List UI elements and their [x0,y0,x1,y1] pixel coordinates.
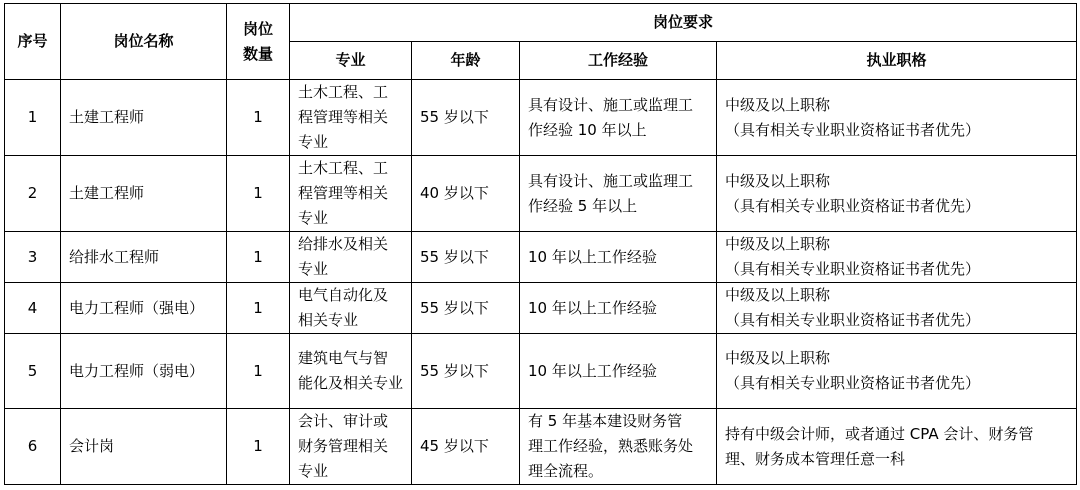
cell-count: 1 [227,334,290,409]
header-count-line: 岗位 [242,19,273,38]
cell-major [290,334,412,409]
text-line: 电气自动化及 [298,286,389,304]
cell-count: 1 [227,232,290,283]
text-line: 中级及以上职称 [725,235,831,253]
cell-count: 1 [227,156,290,232]
text-line: （具有相关专业职业资格证书者优先） [725,374,981,392]
cell-count: 1 [227,283,290,334]
text-line: 10 年以上工作经验 [528,298,657,317]
text-line: 程管理等相关 [298,184,389,202]
text-line: 给排水及相关 [298,235,389,253]
text-line: 持有中级会计师，或者通过 CPA 会计、财务管 [725,424,1034,443]
cell-index: 1 [5,80,61,156]
cell-age: 55 岁以下 [412,80,520,156]
text-line: 理工作经验，熟悉账务处 [528,437,694,455]
text-line: 中级及以上职称 [725,286,831,304]
text-line: 专业 [298,260,329,278]
cell-position-name: 土建工程师 [61,156,227,232]
header-requirements: 岗位要求 [290,4,1077,42]
cell-experience [520,409,717,485]
header-qualification: 执业职格 [717,42,1077,80]
text-line: 财务管理相关 [298,437,389,455]
text-line: 中级及以上职称 [725,349,831,367]
cell-major [290,283,412,334]
cell-experience [520,283,717,334]
cell-experience [520,156,717,232]
cell-age: 55 岁以下 [412,283,520,334]
text-line: 有 5 年基本建设财务管 [528,412,683,430]
cell-count: 1 [227,80,290,156]
table-row [5,232,1077,283]
cell-age: 40 岁以下 [412,156,520,232]
cell-position-name: 给排水工程师 [61,232,227,283]
header-age: 年龄 [412,42,520,80]
cell-major [290,232,412,283]
cell-age: 45 岁以下 [412,409,520,485]
text-line: 相关专业 [298,311,359,329]
text-line: （具有相关专业职业资格证书者优先） [725,120,981,139]
text-line: 具有设计、施工或监理工 [528,95,694,114]
text-line: 理、财务成本管理任意一科 [725,449,906,468]
text-line: 土木工程、工 [298,83,389,101]
text-line: （具有相关专业职业资格证书者优先） [725,196,981,215]
text-line: 中级及以上职称 [725,95,831,114]
cell-index: 2 [5,156,61,232]
cell-position-name: 电力工程师（弱电） [61,334,227,409]
cell-qualification [717,334,1077,409]
text-line: 作经验 10 年以上 [528,120,647,139]
cell-index: 5 [5,334,61,409]
cell-qualification [717,283,1077,334]
text-line: 能化及相关专业 [298,374,404,392]
cell-major [290,409,412,485]
table-row [5,409,1077,485]
cell-index: 6 [5,409,61,485]
text-line: 土木工程、工 [298,159,389,177]
header-count-line: 数量 [242,44,273,63]
header-index: 序号 [5,4,61,80]
text-line: 作经验 5 年以上 [528,196,638,215]
text-line: 具有设计、施工或监理工 [528,171,694,190]
text-line: （具有相关专业职业资格证书者优先） [725,311,981,329]
text-line: 中级及以上职称 [725,171,831,190]
cell-index: 4 [5,283,61,334]
cell-age: 55 岁以下 [412,334,520,409]
header-major: 专业 [290,42,412,80]
cell-age: 55 岁以下 [412,232,520,283]
table-row [5,156,1077,232]
cell-major [290,156,412,232]
cell-major [290,80,412,156]
text-line: 程管理等相关 [298,108,389,126]
cell-position-name: 电力工程师（强电） [61,283,227,334]
text-line: 建筑电气与智 [298,349,389,367]
table-row [5,80,1077,156]
cell-qualification [717,409,1077,485]
text-line: 专业 [298,209,329,227]
text-line: 专业 [298,133,329,151]
text-line: （具有相关专业职业资格证书者优先） [725,260,981,278]
header-position-name: 岗位名称 [61,4,227,80]
cell-experience [520,80,717,156]
cell-experience [520,232,717,283]
job-requirements-table [4,3,1077,485]
cell-position-name: 会计岗 [61,409,227,485]
cell-qualification [717,80,1077,156]
text-line: 会计、审计或 [298,412,389,430]
cell-position-name: 土建工程师 [61,80,227,156]
cell-count: 1 [227,409,290,485]
table-row [5,283,1077,334]
text-line: 10 年以上工作经验 [528,361,657,380]
cell-index: 3 [5,232,61,283]
cell-qualification [717,232,1077,283]
header-experience: 工作经验 [520,42,717,80]
cell-qualification [717,156,1077,232]
cell-experience [520,334,717,409]
text-line: 理全流程。 [528,462,604,480]
header-position-count [227,4,290,80]
table-row [5,334,1077,409]
text-line: 10 年以上工作经验 [528,247,657,266]
text-line: 专业 [298,462,329,480]
